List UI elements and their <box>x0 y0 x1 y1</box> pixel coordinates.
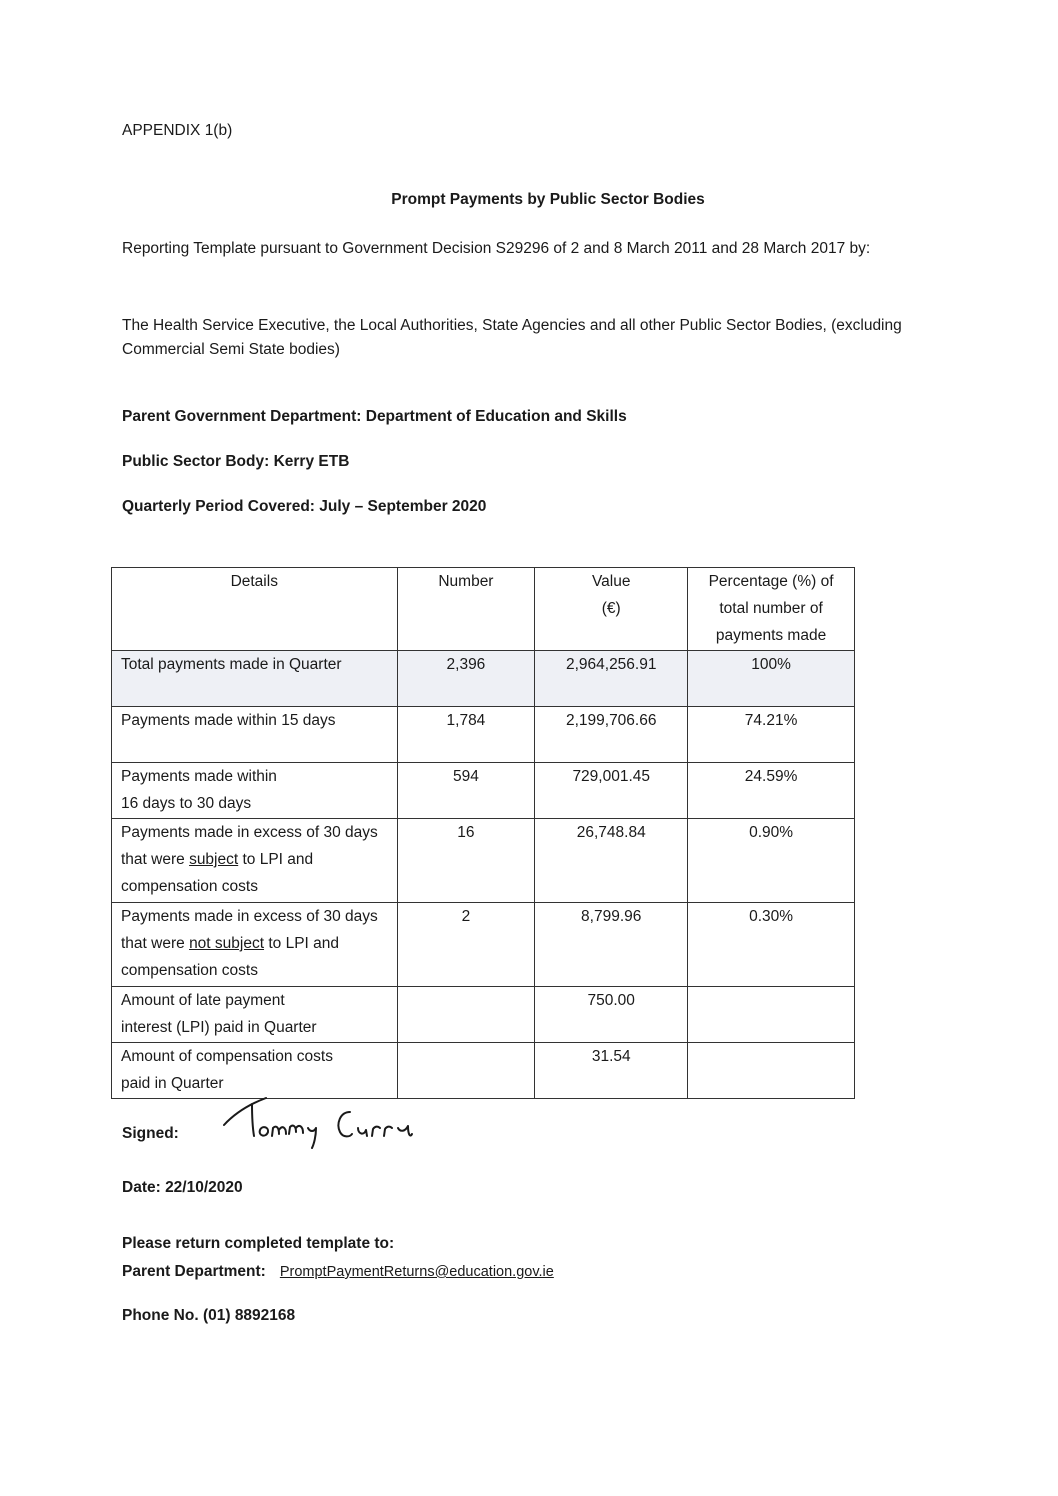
row-value: 2,964,256.91 <box>535 651 688 707</box>
row-number <box>397 987 535 1043</box>
phone-number: Phone No. (01) 8892168 <box>122 1307 296 1324</box>
signed-label: Signed: <box>122 1125 179 1142</box>
table-row <box>112 651 855 707</box>
row-details: Amount of late payment interest (LPI) paid in Quarter <box>112 987 398 1043</box>
row-value: 26,748.84 <box>535 819 688 903</box>
header-details: Details <box>112 568 398 651</box>
row-percentage: 24.59% <box>688 763 855 819</box>
public-sector-body: Public Sector Body: Kerry ETB <box>122 453 350 470</box>
parent-department-contact <box>122 1261 554 1283</box>
row-value: 2,199,706.66 <box>535 707 688 763</box>
table-row <box>112 987 855 1043</box>
quarterly-period: Quarterly Period Covered: July – September 2020 <box>122 498 487 515</box>
parent-department-label: Parent Department: <box>122 1263 266 1280</box>
header-number: Number <box>397 568 535 651</box>
document-title: Prompt Payments by Public Sector Bodies <box>391 191 705 208</box>
row-details: Amount of compensation costs paid in Quarter <box>112 1043 398 1099</box>
email-link[interactable]: PromptPaymentReturns@education.gov.ie <box>279 1264 554 1280</box>
parent-government-department: Parent Government Department: Department of Education and Skills <box>122 408 627 425</box>
row-details: Total payments made in Quarter <box>112 651 398 707</box>
row-value: 8,799.96 <box>535 903 688 987</box>
appendix-label: APPENDIX 1(b) <box>122 122 233 139</box>
prompt-payments-table <box>111 567 855 1099</box>
handwritten-signature <box>222 1092 432 1152</box>
row-number: 1,784 <box>397 707 535 763</box>
row-percentage: 100% <box>688 651 855 707</box>
header-value: Value (€) <box>535 568 688 651</box>
intro-paragraph-2: The Health Service Executive, the Local Authorities, State Agencies and all other Public Sector Bodies, (excluding Commercial Semi State bodies) <box>122 317 902 358</box>
row-number <box>397 1043 535 1099</box>
row-percentage: 0.90% <box>688 819 855 903</box>
table-row <box>112 819 855 903</box>
table-row <box>112 903 855 987</box>
row-details: Payments made within 16 days to 30 days <box>112 763 398 819</box>
row-value: 31.54 <box>535 1043 688 1099</box>
row-number: 16 <box>397 819 535 903</box>
table-header-row <box>112 568 855 651</box>
row-number: 2,396 <box>397 651 535 707</box>
row-number: 594 <box>397 763 535 819</box>
row-number: 2 <box>397 903 535 987</box>
row-value: 729,001.45 <box>535 763 688 819</box>
row-percentage: 0.30% <box>688 903 855 987</box>
row-percentage <box>688 987 855 1043</box>
row-details: Payments made in excess of 30 days that were not subject to LPI and compensation costs <box>112 903 398 987</box>
table-row <box>112 763 855 819</box>
table-row <box>112 707 855 763</box>
row-value: 750.00 <box>535 987 688 1043</box>
row-details: Payments made within 15 days <box>112 707 398 763</box>
row-details: Payments made in excess of 30 days that were subject to LPI and compensation costs <box>112 819 398 903</box>
return-instructions: Please return completed template to: <box>122 1235 395 1252</box>
date: Date: 22/10/2020 <box>122 1179 243 1196</box>
header-percentage: Percentage (%) of total number of payments made <box>688 568 855 651</box>
row-percentage <box>688 1043 855 1099</box>
table-row <box>112 1043 855 1099</box>
row-percentage: 74.21% <box>688 707 855 763</box>
intro-paragraph-1: Reporting Template pursuant to Government Decision S29296 of 2 and 8 March 2011 and 28 March 2017 by: <box>122 240 871 257</box>
